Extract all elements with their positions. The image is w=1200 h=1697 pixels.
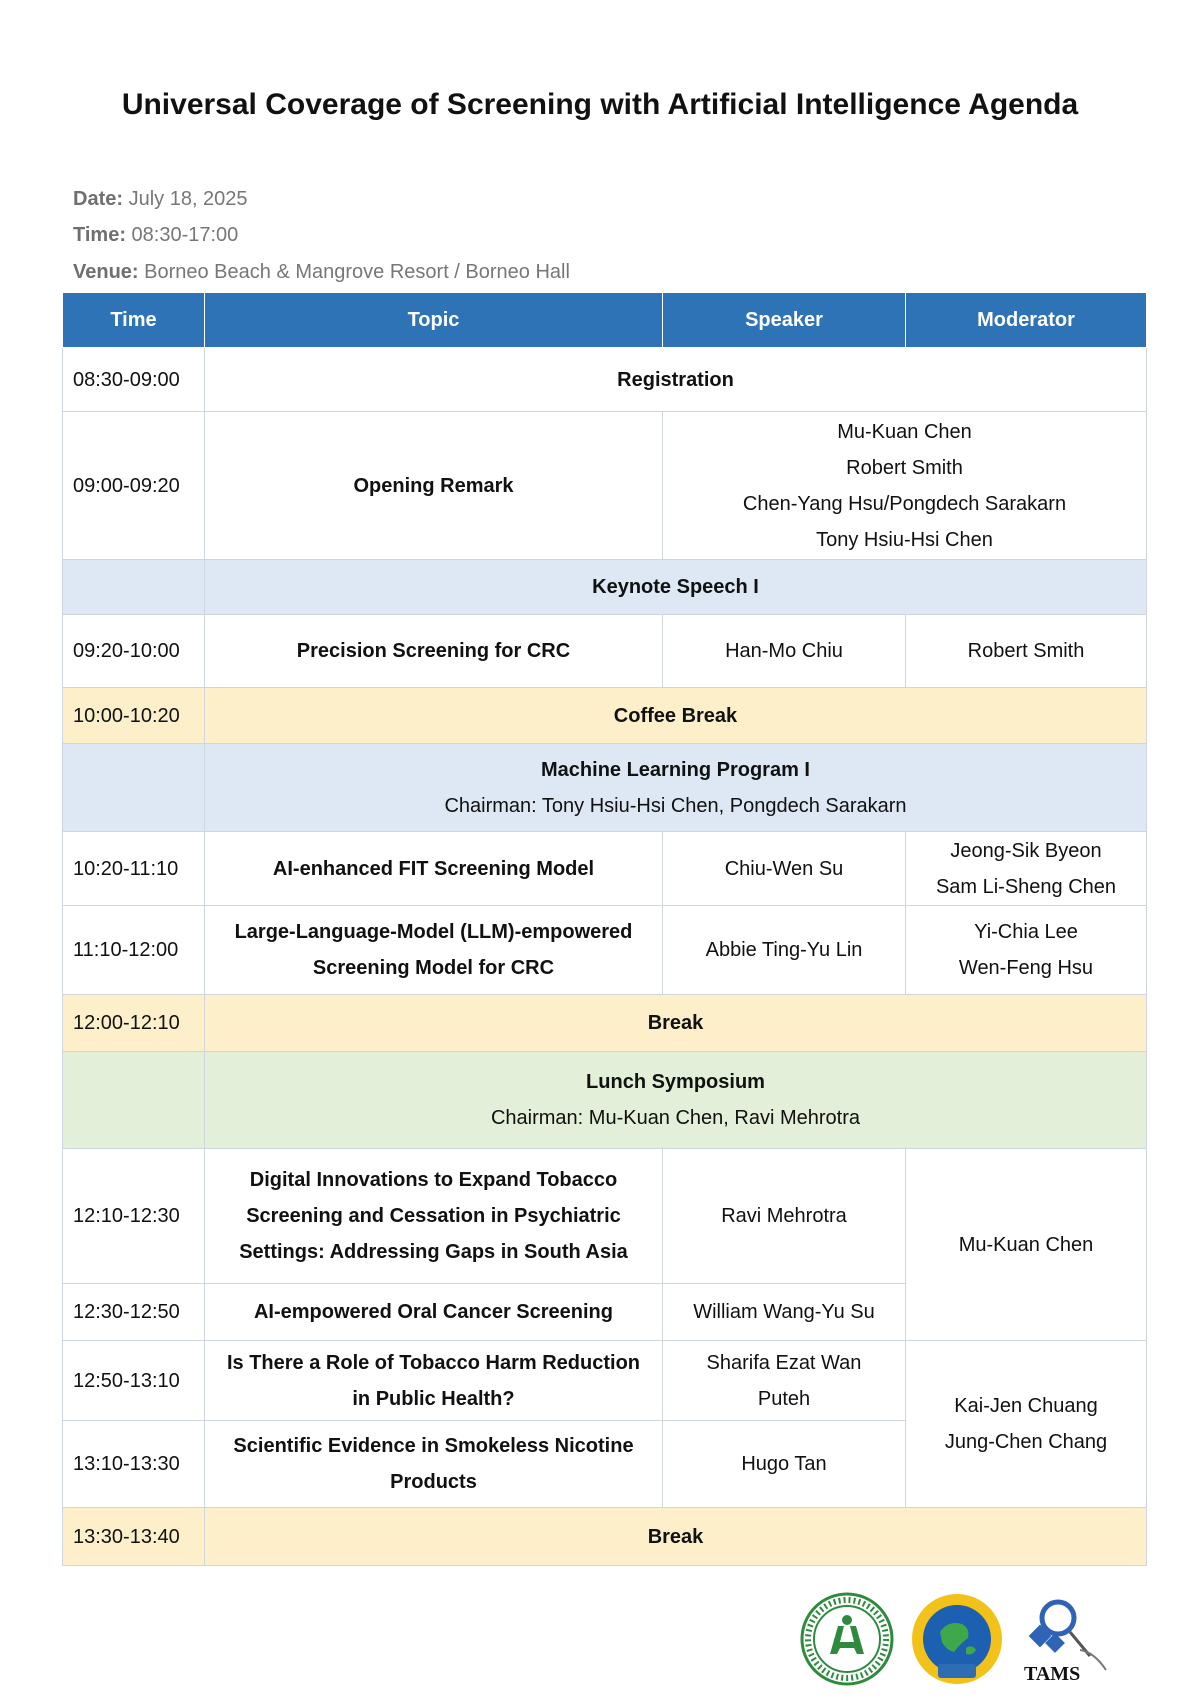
section-row-keynote [63, 560, 1147, 615]
break-row [63, 995, 1147, 1052]
meta-venue [73, 261, 570, 284]
venue-value: Borneo Beach & Mangrove Resort / Borneo Hall [138, 261, 570, 283]
topic-line: Large-Language-Model (LLM)-empowered [234, 921, 633, 943]
column-header-time: Time [63, 293, 205, 348]
table-row [63, 412, 1147, 560]
row-topic [205, 906, 663, 995]
speaker-name: Tony Hsiu-Hsi Chen [816, 528, 993, 551]
row-moderators [906, 832, 1147, 906]
section-title: Machine Learning Program I [541, 758, 810, 781]
row-time-empty [63, 1052, 205, 1149]
section-chair: Chairman: Mu-Kuan Chen, Ravi Mehrotra [490, 1107, 861, 1129]
row-time: 12:00-12:10 [63, 995, 205, 1052]
venue-label: Venue: [73, 261, 139, 283]
section-title: Lunch Symposium [586, 1071, 765, 1093]
table-row [63, 832, 1147, 906]
table-row [63, 1341, 1147, 1421]
row-speaker: Hugo Tan [663, 1421, 906, 1508]
moderator-name: Jeong-Sik Byeon [950, 839, 1102, 862]
row-topic: Registration [205, 348, 1147, 412]
date-label: Date: [73, 188, 124, 210]
row-time-empty [63, 560, 205, 615]
time-label: Time: [73, 224, 126, 246]
row-topic: Opening Remark [205, 412, 663, 560]
column-header-speaker: Speaker [663, 293, 906, 348]
topic-line: Scientific Evidence in Smokeless Nicotine [233, 1435, 634, 1457]
row-speaker: Ravi Mehrotra [663, 1149, 906, 1284]
moderator-name: Kai-Jen Chuang [954, 1395, 1098, 1417]
topic-line: Digital Innovations to Expand Tobacco [249, 1169, 618, 1191]
speaker-line: Sharifa Ezat Wan [706, 1351, 862, 1374]
row-time: 09:00-09:20 [63, 412, 205, 560]
time-value: 08:30-17:00 [125, 224, 239, 246]
topic-line: in Public Health? [352, 1387, 515, 1410]
page-title: Universal Coverage of Screening with Artificial Intelligence Agenda [121, 88, 1079, 121]
row-moderators [906, 1341, 1147, 1508]
meta-date [73, 188, 248, 211]
row-time: 12:30-12:50 [63, 1284, 205, 1341]
speaker-name: Robert Smith [846, 456, 963, 479]
society-seal-logo [800, 1592, 894, 1686]
row-speaker: Abbie Ting-Yu Lin [663, 906, 906, 995]
table-row [63, 615, 1147, 688]
row-topic: Break [205, 995, 1147, 1052]
tams-logo [1018, 1592, 1118, 1686]
table-header-row [63, 293, 1147, 348]
topic-line: Screening and Cessation in Psychiatric [246, 1205, 621, 1227]
speaker-name: Mu-Kuan Chen [837, 420, 972, 443]
section-title: Keynote Speech I [205, 560, 1147, 615]
row-moderators [906, 906, 1147, 995]
column-header-topic: Topic [205, 293, 663, 348]
topic-line: Screening Model for CRC [312, 957, 555, 979]
row-speaker: Han-Mo Chiu [663, 615, 906, 688]
row-time-empty [63, 744, 205, 832]
topic-line: Is There a Role of Tobacco Harm Reduction [226, 1351, 641, 1374]
speaker-name: Chen-Yang Hsu/Pongdech Sarakarn [742, 492, 1067, 515]
row-time: 12:50-13:10 [63, 1341, 205, 1421]
section-chair: Chairman: Tony Hsiu-Hsi Chen, Pongdech Sarakarn [444, 794, 907, 817]
tams-logo-text: TAMS [1024, 1663, 1081, 1685]
row-topic: Precision Screening for CRC [205, 615, 663, 688]
row-topic: AI-empowered Oral Cancer Screening [205, 1284, 663, 1341]
row-time: 10:00-10:20 [63, 688, 205, 744]
moderator-name: Wen-Feng Hsu [958, 957, 1094, 979]
table-row [63, 348, 1147, 412]
conference-globe-logo [910, 1592, 1004, 1686]
row-speaker: Chiu-Wen Su [663, 832, 906, 906]
section-row-lunch [63, 1052, 1147, 1149]
row-time: 13:30-13:40 [63, 1508, 205, 1566]
row-speaker: William Wang-Yu Su [663, 1284, 906, 1341]
table-row [63, 1149, 1147, 1284]
row-time: 13:10-13:30 [63, 1421, 205, 1508]
row-topic [205, 1421, 663, 1508]
row-time: 12:10-12:30 [63, 1149, 205, 1284]
moderator-name: Yi-Chia Lee [974, 921, 1078, 943]
row-time: 10:20-11:10 [63, 832, 205, 906]
date-value: July 18, 2025 [123, 188, 248, 210]
row-topic: AI-enhanced FIT Screening Model [205, 832, 663, 906]
break-row [63, 1508, 1147, 1566]
moderator-name: Jung-Chen Chang [944, 1431, 1108, 1453]
logo-strip [800, 1592, 1140, 1687]
row-topic [205, 1149, 663, 1284]
break-row [63, 688, 1147, 744]
row-moderator: Robert Smith [906, 615, 1147, 688]
row-moderator: Mu-Kuan Chen [906, 1149, 1147, 1341]
moderator-name: Sam Li-Sheng Chen [935, 875, 1117, 898]
row-speaker [663, 1341, 906, 1421]
row-time: 11:10-12:00 [63, 906, 205, 995]
row-time: 08:30-09:00 [63, 348, 205, 412]
row-time: 09:20-10:00 [63, 615, 205, 688]
row-topic: Break [205, 1508, 1147, 1566]
section-cell [205, 1052, 1147, 1149]
meta-time [73, 224, 238, 247]
row-topic [205, 1341, 663, 1421]
section-cell [205, 744, 1147, 832]
speaker-line: Puteh [757, 1387, 811, 1410]
section-row-ml-program [63, 744, 1147, 832]
row-topic: Coffee Break [205, 688, 1147, 744]
table-row [63, 906, 1147, 995]
agenda-table [62, 292, 1147, 1566]
topic-line: Settings: Addressing Gaps in South Asia [239, 1241, 628, 1263]
row-speakers [663, 412, 1147, 560]
topic-line: Products [390, 1471, 477, 1493]
column-header-moderator: Moderator [906, 293, 1147, 348]
